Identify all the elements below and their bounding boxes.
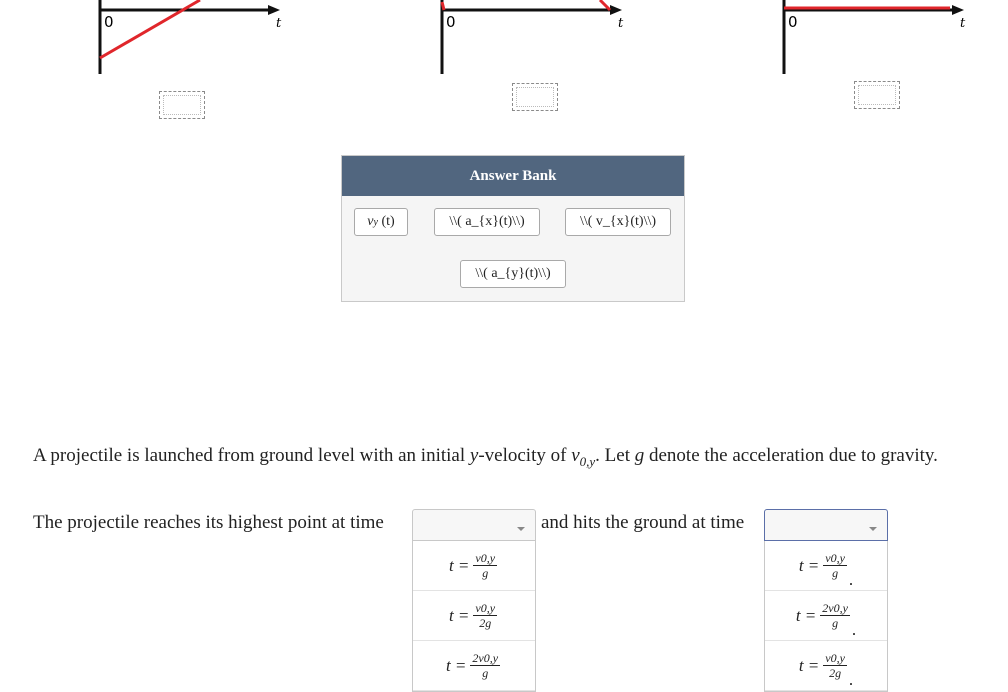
option-2-2[interactable]: t = $\frac{2v0,y}{g}$ . xyxy=(765,591,887,641)
chip-vy-sub: y xyxy=(373,216,378,228)
graph-2-svg xyxy=(432,0,632,78)
highest-point-time-select[interactable] xyxy=(412,509,536,541)
ground-time-options xyxy=(764,541,888,692)
graph-1 xyxy=(90,0,290,78)
graph-1-drop-target[interactable] xyxy=(159,91,205,119)
graph-3-svg xyxy=(774,0,974,78)
graph-3-axis-label: t xyxy=(960,16,966,31)
option-1-3[interactable]: t = $\frac{2v0,y}{g}$ xyxy=(413,641,535,691)
sentence-middle: and hits the ground at time xyxy=(541,512,745,533)
graph-3 xyxy=(774,0,974,78)
ground-time-select[interactable] xyxy=(764,509,888,541)
highest-point-options xyxy=(412,541,536,692)
graph-2-drop-target[interactable] xyxy=(512,83,558,111)
chevron-down-icon xyxy=(869,527,877,531)
graph-2 xyxy=(432,0,632,78)
option-1-1[interactable]: t = $\frac{v0,y}{g}$ xyxy=(413,541,535,591)
sentence-before: The projectile reaches its highest point at time xyxy=(33,512,384,533)
answer-bank xyxy=(341,155,685,302)
graph-3-origin: 0 xyxy=(788,13,798,31)
option-2-3[interactable]: t = $\frac{v0,y}{2g}$ . xyxy=(765,641,887,691)
graph-3-drop-target[interactable] xyxy=(854,81,900,109)
answer-chip-vx[interactable]: \\( v_{x}(t)\\) xyxy=(565,208,671,236)
graph-1-axis-label: t xyxy=(276,16,282,31)
chevron-down-icon xyxy=(517,527,525,531)
answer-chip-ay[interactable]: \\( a_{y}(t)\\) xyxy=(460,260,566,288)
answer-chip-ax[interactable]: \\( a_{x}(t)\\) xyxy=(434,208,540,236)
graph-2-origin: 0 xyxy=(446,13,456,31)
chip-vy-arg: (t) xyxy=(381,214,395,229)
graph-1-origin: 0 xyxy=(104,13,114,31)
question-text: A projectile is launched from ground level with an initial y-velocity of $v_{0,y}$. Let g denote the acceleration due to gravity. xyxy=(33,445,938,469)
chip-vy-main: v xyxy=(367,214,374,229)
answer-chip-vy[interactable] xyxy=(354,208,408,236)
graph-1-svg xyxy=(90,0,290,78)
option-1-2[interactable]: t = $\frac{v0,y}{2g}$ xyxy=(413,591,535,641)
graph-2-axis-label: t xyxy=(618,16,624,31)
option-2-1[interactable]: t = $\frac{v0,y}{g}$ . xyxy=(765,541,887,591)
answer-bank-title: Answer Bank xyxy=(342,156,684,196)
